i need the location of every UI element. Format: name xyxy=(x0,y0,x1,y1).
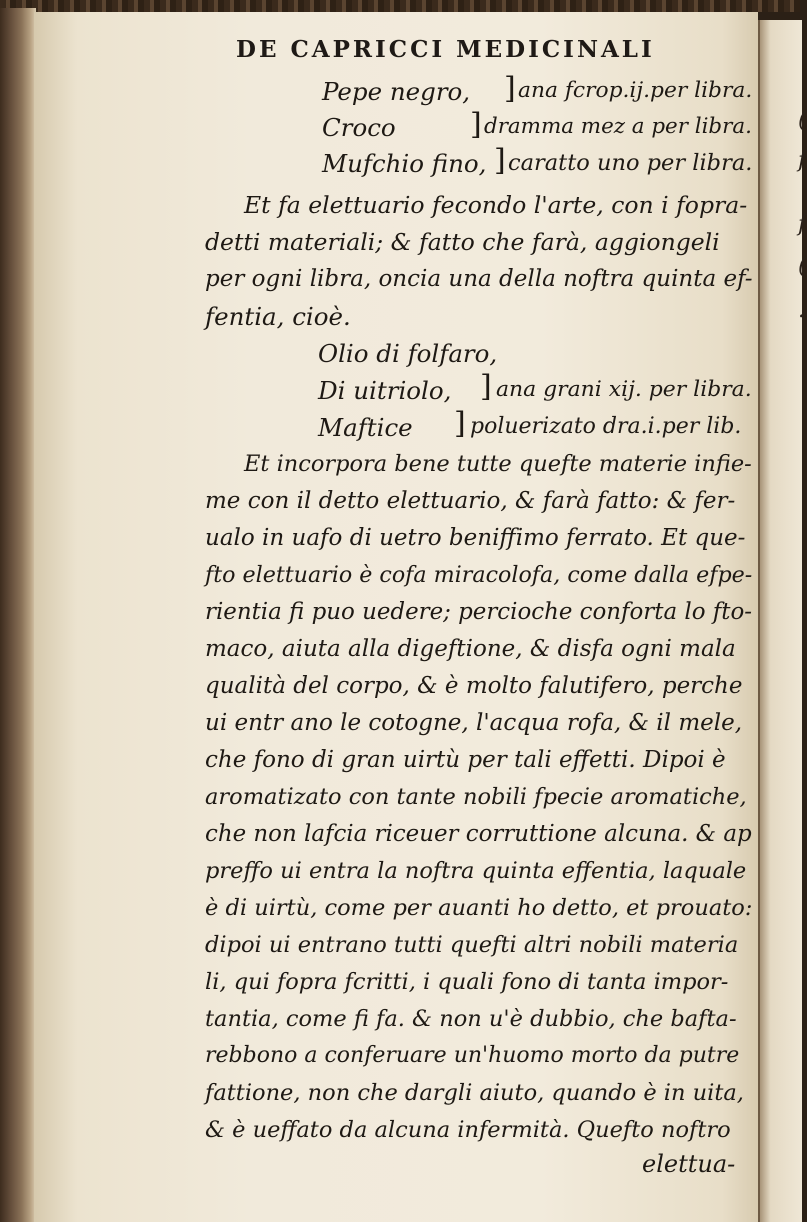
ingredient-name: Maftice xyxy=(318,413,413,442)
facing-page-fragment: . xyxy=(798,298,805,323)
ingredient-dose: caratto uno per libra. xyxy=(508,150,753,176)
text-line: qualità del corpo, & è molto falutifero, perche xyxy=(205,673,743,699)
text-line: è di uirtù, come per auanti ho detto, et prouato: xyxy=(205,895,753,921)
ingredient-dose: ana grani xij. per libra. xyxy=(496,377,752,402)
facing-page-fragment: f xyxy=(798,212,807,237)
facing-page-edge xyxy=(758,20,807,1222)
brace-mark: ] xyxy=(504,71,516,106)
facing-page-fragment: f xyxy=(798,148,807,173)
catchword: elettua- xyxy=(642,1150,736,1178)
ingredient-name: Olio di folfaro, xyxy=(318,339,498,368)
text-line: li, qui fopra fcritti, i quali fono di tanta impor- xyxy=(205,969,729,995)
running-header: DE CAPRICCI MEDICINALI xyxy=(236,36,655,63)
text-line: per ogni libra, oncia una della noftra quinta ef- xyxy=(205,266,753,292)
text-line: preffo ui entra la noftra quinta effentia, laquale xyxy=(205,858,747,884)
text-line: che non lafcia riceuer corruttione alcuna. & ap xyxy=(205,821,752,847)
text-line: dipoi ui entrano tutti quefti altri nobili materia xyxy=(205,932,739,958)
facing-page-fragment: ( xyxy=(798,254,807,279)
text-line: fentia, cioè. xyxy=(205,302,351,331)
text-line: & è ueffato da alcuna infermità. Quefto noftro xyxy=(205,1117,731,1143)
text-line: me con il detto elettuario, & farà fatto: & fer- xyxy=(205,488,736,514)
book-binding xyxy=(0,8,36,1222)
facing-page-fragment: ( xyxy=(798,108,807,133)
brace-mark: ] xyxy=(494,143,506,178)
text-line: detti materiali; & fatto che farà, aggiongeli xyxy=(205,228,720,256)
text-line: che fono di gran uirtù per tali effetti. Dipoi è xyxy=(205,747,726,773)
ingredient-dose: dramma mez a per libra. xyxy=(484,114,752,139)
text-line: fattione, non che dargli aiuto, quando è in uita, xyxy=(205,1080,744,1106)
text-line: Et fa elettuario fecondo l'arte, con i fopra- xyxy=(244,191,748,219)
book-top-edge xyxy=(0,0,800,12)
text-line: ui entr ano le cotogne, l'acqua rofa, & il mele, xyxy=(205,710,743,736)
text-line: maco, aiuta alla digeftione, & disfa ogni mala xyxy=(205,636,736,662)
text-line: rientia fi puo uedere; percioche conforta lo fto- xyxy=(205,599,753,625)
ingredient-dose: ana fcrop.ij.per libra. xyxy=(518,78,753,103)
text-line: tantia, come fi fa. & non u'è dubbio, che bafta- xyxy=(205,1006,737,1032)
ingredient-dose: poluerizato dra.i.per lib. xyxy=(470,414,742,439)
ingredient-name: Croco xyxy=(322,113,396,142)
brace-mark: ] xyxy=(480,369,492,404)
ingredient-name: Mufchio fino, xyxy=(322,149,487,178)
text-line: aromatizato con tante nobili fpecie aromatiche, xyxy=(205,784,747,810)
text-line: Et incorpora bene tutte quefte materie infie- xyxy=(244,451,752,477)
text-line: rebbono a conferuare un'huomo morto da putre xyxy=(205,1043,740,1068)
brace-mark: ] xyxy=(470,107,482,142)
brace-mark: ] xyxy=(454,406,466,441)
text-line: ualo in uafo di uetro beniffimo ferrato. Et que- xyxy=(205,525,746,551)
ingredient-name: Pepe negro, xyxy=(322,77,471,106)
text-line: fto elettuario è cofa miracolofa, come dalla efpe- xyxy=(205,562,753,588)
ingredient-name: Di uitriolo, xyxy=(318,376,452,405)
